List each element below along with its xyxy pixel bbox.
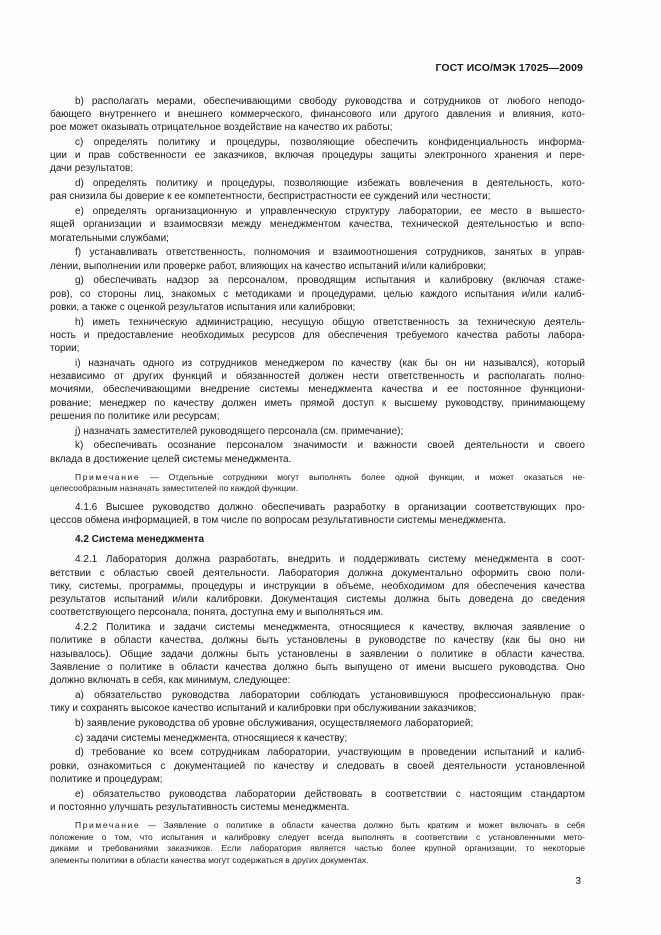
text-line: результатов испытаний и/или калибровки. Документация системы должна быть доведена до сведения (50, 594, 585, 606)
note-line: положение о том, что испытания и калибровку следует всегда выполнять в соответствии с установленными мето- (50, 831, 585, 842)
text-line: решения по политике или ресурсам; (50, 410, 220, 422)
text-line: могательными службами; (50, 232, 169, 244)
clause-4-2-2 (50, 621, 585, 687)
note-line (50, 820, 585, 832)
text-line: тику и сохранять высокое качество испытаний и калибровки при обслуживании заказчиков; (50, 703, 477, 715)
text-line: ровки, ознакомиться с документацией по качеству и следовать в своей деятельности установленной (50, 760, 585, 772)
text-line: Заявление о политике в области качества должно быть выпущено от имени высшего руководства. Оно (50, 661, 585, 673)
list-item-d (50, 177, 585, 204)
text-line: b) располагать мерами, обеспечивающими свободу руководства и сотрудников от любого неподо- (75, 95, 585, 107)
policy-item-a (50, 689, 585, 716)
text-line: a) обязательство руководства лаборатории соблюдать установившуюся профессиональную прак- (75, 689, 585, 701)
text-line: рование; менеджер по качеству должен иметь прямой доступ к высшему руководству, принимающему (50, 397, 585, 409)
text-line: лении, выполнении или проверке работ, влияющих на качество испытаний и/или калибровки; (50, 260, 487, 272)
text-line: 4.2.1 Лаборатория должна разработать, внедрить и поддерживать систему менеджмента в соот- (75, 554, 585, 566)
list-item-b (50, 95, 585, 135)
text-line: h) иметь техническую администрацию, несущую общую ответственность за техническую деятель- (75, 316, 585, 328)
text-line: называлось). Общие задачи должны быть установлены в заявлении о политике в области качества. (50, 648, 585, 660)
text-line: g) обеспечивать надзор за персоналом, проводящим испытания и калибровку (включая стаже- (75, 275, 585, 287)
policy-item-d (50, 746, 585, 786)
text-line: бающего внутреннего и внешнего коммерческого, финансового или другого давления и влияния, кото- (50, 108, 585, 120)
text-line: d) определять политику и процедуры, позволяющие избежать вовлечения в деятельность, кото- (75, 178, 585, 189)
clause-4-2-1 (50, 553, 585, 619)
list-item-e (50, 205, 585, 245)
note-label: Примечание (75, 820, 141, 831)
list-item-i (50, 357, 585, 423)
policy-item-c (50, 732, 585, 745)
text-line: b) заявление руководства об уровне обслуживания, осуществляемого лабораторией; (75, 717, 474, 729)
list-item-k (50, 439, 585, 466)
note-line: диками и требованиями заказчиков. Если лаборатория является частью более крупной организации, то некоторые (50, 843, 585, 854)
page-number: 3 (575, 876, 581, 887)
text-line: ветствии с областью своей деятельности. Лаборатория должна документально оформить свою поли- (50, 567, 585, 579)
list-item-f (50, 246, 585, 273)
text-line: независимо от других функций и обязанностей должен нести ответственность и располагать полно- (50, 371, 585, 382)
document-code-header: ГОСТ ИСО/МЭК 17025—2009 (435, 62, 583, 74)
list-item-h (50, 316, 585, 356)
text-line: рая снизила бы доверие к ее компетентности, беспристрастности ее суждений или честности; (50, 191, 491, 203)
text-line: ность и предоставление необходимых ресурсов для обеспечения требуемого качества работы лабора- (50, 329, 585, 341)
text-line: e) определять организационную и управленческую структуру лаборатории, ее место в вышесто- (75, 206, 585, 217)
text-line: i) назначать одного из сотрудников менеджером по качеству (как бы он ни назывался), который (75, 357, 585, 369)
text-line: тику, системы, программы, процедуры и инструкции в объеме, необходимом для обеспечения качества (50, 580, 585, 592)
text-line: j) назначать заместителей руководящего персонала (см. примечание); (75, 425, 404, 437)
text-line: тории; (50, 343, 80, 354)
text-line: f) устанавливать ответственность, полномочия и взаимоотношения сотрудников, занятых в управ- (75, 247, 585, 259)
note-label: Примечание (75, 471, 141, 482)
text-line: политике и процедурам; (50, 773, 163, 785)
policy-item-e (50, 788, 585, 815)
note-text: — Заявление о политике в области качества должно быть кратким и может включать в себя (140, 820, 585, 831)
text-line: ящей организации и взаимосвязи между менеджментом качества, технической деятельностью и вспо- (50, 219, 585, 231)
text-line: мочиями, обеспечивающими внедрение системы менеджмента качества и ее постоянное функциони- (50, 384, 585, 396)
list-item-c (50, 136, 585, 176)
text-line: 4.1.6 Высшее руководство должно обеспечивать разработку в организации соответствующих про- (75, 501, 585, 513)
note-1 (50, 472, 585, 495)
text-line: вклада в достижение целей системы менеджмента. (50, 453, 292, 465)
text-line: c) определять политику и процедуры, позволяющие обеспечить конфиденциальность информа- (75, 136, 585, 148)
text-line: d) требование ко всем сотрудникам лаборатории, участвующим в проведении испытаний и калиб- (75, 747, 585, 759)
text-line: дачи результатов; (50, 163, 134, 175)
text-line: и постоянно улучшать результативность системы менеджмента. (50, 801, 350, 813)
note-line: целесообразным назначать заместителей по каждой функции. (50, 483, 299, 494)
policy-item-b (50, 717, 585, 730)
text-line: 4.2.2 Политика и задачи системы менеджмента, относящиеся к качеству, включая заявление о (75, 622, 585, 634)
text-line: цессов обмена информацией, в том числе по вопросам результативности системы менеджмента. (50, 515, 507, 527)
note-line: элементы политики в области качества могут содержаться в других документах. (50, 854, 369, 865)
list-item-g (50, 274, 585, 314)
list-item-j (50, 425, 585, 438)
note-text: — Отдельные сотрудники могут выполнять более одной функции, и может оказаться не- (140, 471, 585, 482)
page-content (50, 93, 585, 867)
text-line: ров), со стороны лиц, знакомых с методиками и процедурами, целью каждого испытания и/или калиб- (50, 288, 585, 300)
text-line: политике в области качества, должны быть установлены в руководстве по качеству (как бы оно ни (50, 635, 585, 647)
section-title: 4.2 Система менеджмента (75, 534, 204, 546)
clause-4-1-6 (50, 501, 585, 528)
section-heading-4-2 (50, 533, 585, 547)
text-line: ровки, а также с оценкой результатов испытания или калибровки; (50, 301, 356, 313)
note-line (50, 472, 585, 484)
text-line: e) обязательство руководства лаборатории действовать в соответствии с настоящим стандартом (75, 788, 585, 800)
text-line: c) задачи системы менеджмента, относящиеся к качеству; (75, 732, 348, 744)
text-line: соответствующего персонала, понята, доступна ему и выполняться им. (50, 607, 384, 619)
text-line: должно включать в себя, как минимум, следующее: (50, 675, 291, 687)
text-line: k) обеспечивать осознание персоналом значимости и важности своей деятельности и своего (75, 440, 585, 452)
text-line: ции и прав собственности ее заказчиков, включая процедуры защиты электронного хранения и пере- (50, 150, 585, 161)
note-2 (50, 820, 585, 866)
text-line: рое может оказывать отрицательное воздействие на качество их работы; (50, 122, 393, 133)
